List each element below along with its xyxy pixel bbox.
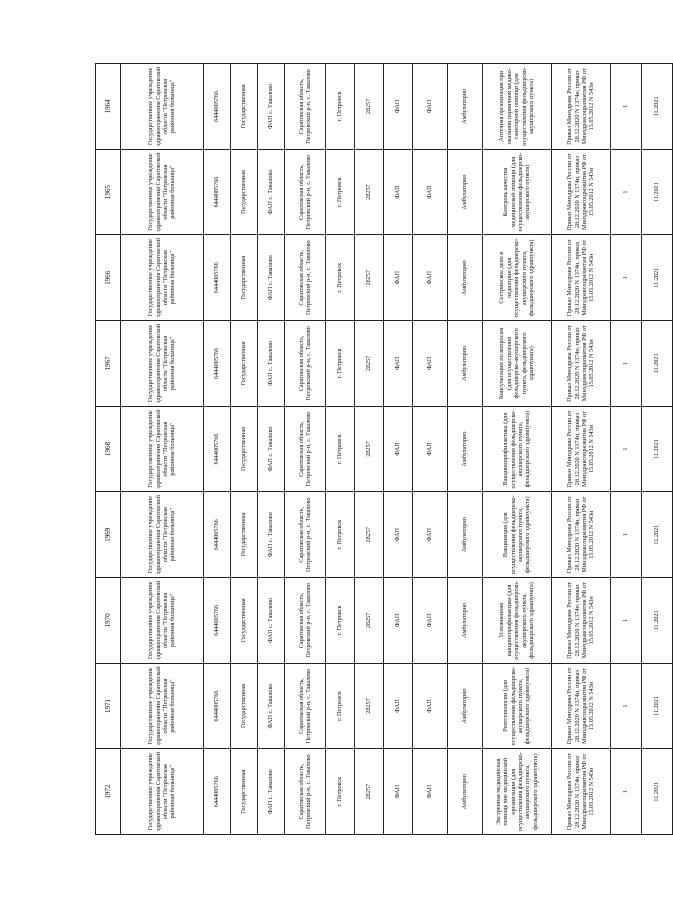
table-cell: Государственная xyxy=(231,578,258,664)
table-cell: 11.2021 xyxy=(642,64,673,150)
table-cell: ФАП xyxy=(384,149,413,235)
table-cell: г. Петровск xyxy=(326,64,355,150)
table-cell: 28257 xyxy=(355,64,384,150)
table-row xyxy=(483,64,552,835)
table-cell: Государственное учреждение здравоохранения Саратовской области "Петровская районная больница" xyxy=(121,149,204,235)
table-cell: г. Петровск xyxy=(326,663,355,749)
table-cell: Саратовская область, Петровский р-н, с. Тавалово xyxy=(285,321,326,407)
table-cell: Амбулаторно xyxy=(448,321,483,407)
table-cell: 6444005766 xyxy=(204,492,231,578)
table-cell: Приказ Минздрава России от 28.12.2020 N 1374н, приказ Минздравсоцразвития РФ от 15.05.2012 N 543н xyxy=(552,663,611,749)
table-cell: Государственное учреждение здравоохранения Саратовской области "Петровская районная больница" xyxy=(121,492,204,578)
table-cell: 28257 xyxy=(355,149,384,235)
table-cell: Саратовская область, Петровский р-н, с. Тавалово xyxy=(285,663,326,749)
table-cell: ФАП xyxy=(413,235,448,321)
table-cell: Саратовская область, Петровский р-н, с. Тавалово xyxy=(285,749,326,835)
table-cell: ФАП с. Тавалово xyxy=(258,64,285,150)
table-cell: г. Петровск xyxy=(326,406,355,492)
table-cell: 11.2021 xyxy=(642,149,673,235)
table-cell: Амбулаторно xyxy=(448,149,483,235)
table-cell: 6444005766 xyxy=(204,749,231,835)
table-cell: 6444005766 xyxy=(204,663,231,749)
table-cell: Приказ Минздрава России от 28.12.2020 N 1374н, приказ Минздравсоцразвития РФ от 15.05.2012 N 543н xyxy=(552,235,611,321)
table-cell: Государственная xyxy=(231,749,258,835)
column-number: 1967 xyxy=(96,321,121,407)
table-cell: Амбулаторно xyxy=(448,663,483,749)
table-row xyxy=(204,64,231,835)
table-cell: Сестринское дело в педиатрии (для осуществления фельдшерско-акушерского пункта, фельдшерского здравпункта) xyxy=(483,235,552,321)
table-cell: ФАП xyxy=(384,321,413,407)
table-cell: 6444005766 xyxy=(204,406,231,492)
table-cell: ФАП с. Тавалово xyxy=(258,321,285,407)
table-cell: ФАП с. Тавалово xyxy=(258,149,285,235)
table-cell: ФАП xyxy=(384,492,413,578)
table-cell: 1 xyxy=(611,64,642,150)
table-cell: 11.2021 xyxy=(642,492,673,578)
table-cell: Государственное учреждение здравоохранения Саратовской области "Петровская районная больница" xyxy=(121,64,204,150)
registry-table xyxy=(95,63,673,835)
table-row xyxy=(448,64,483,835)
table-cell: г. Петровск xyxy=(326,149,355,235)
table-cell: Государственное учреждение здравоохранения Саратовской области "Петровская районная больница" xyxy=(121,321,204,407)
table-cell: ФАП xyxy=(413,406,448,492)
table-cell: 11.2021 xyxy=(642,749,673,835)
table-cell: Государственное учреждение здравоохранения Саратовской области "Петровская районная больница" xyxy=(121,578,204,664)
table-cell: 28257 xyxy=(355,406,384,492)
table-cell: Государственное учреждение здравоохранения Саратовской области "Петровская районная больница" xyxy=(121,406,204,492)
table-cell: Приказ Минздрава России от 28.12.2020 N 1374н, приказ Минздравсоцразвития РФ от 15.05.2012 N 543н xyxy=(552,749,611,835)
table-cell: ФАП с. Тавалово xyxy=(258,492,285,578)
table-cell: Амбулаторно xyxy=(448,492,483,578)
table-cell: 28257 xyxy=(355,578,384,664)
table-cell: Саратовская область, Петровский р-н, с. Тавалово xyxy=(285,406,326,492)
table-row xyxy=(384,64,413,835)
table-cell: Амбулаторно xyxy=(448,749,483,835)
table-cell: ФАП xyxy=(413,321,448,407)
column-number: 1971 xyxy=(96,663,121,749)
table-cell: 6444005766 xyxy=(204,64,231,150)
table-cell: г. Петровск xyxy=(326,578,355,664)
table-cell: Государственное учреждение здравоохранения Саратовской области "Петровская районная больница" xyxy=(121,749,204,835)
column-number: 1972 xyxy=(96,749,121,835)
table-cell: 28257 xyxy=(355,235,384,321)
table-cell: Саратовская область, Петровский р-н, с. Тавалово xyxy=(285,235,326,321)
table-row xyxy=(326,64,355,835)
table-cell: ФАП xyxy=(413,578,448,664)
table-cell: 1 xyxy=(611,749,642,835)
table-cell: 1 xyxy=(611,235,642,321)
table-cell: Приказ Минздрава России от 28.12.2020 N 1374н, приказ Минздравсоцразвития РФ от 15.05.2012 N 543н xyxy=(552,406,611,492)
table-cell: ФАП xyxy=(413,663,448,749)
table-cell: Вакцинация (для осуществления фельдшерско-акушерского пункта, фельдшерского здравпункта) xyxy=(483,492,552,578)
table-cell: 1 xyxy=(611,663,642,749)
table-cell: Государственная xyxy=(231,235,258,321)
table-cell: 28257 xyxy=(355,492,384,578)
column-number: 1969 xyxy=(96,492,121,578)
table-cell: Саратовская область, Петровский р-н, с. Тавалово xyxy=(285,492,326,578)
table-row xyxy=(231,64,258,835)
table-cell: ФАП xyxy=(413,492,448,578)
table-cell: Приказ Минздрава России от 28.12.2020 N 1374н, приказ Минздравсоцразвития РФ от 15.05.2012 N 543н xyxy=(552,321,611,407)
table-cell: Консультации по вопросам (для осуществления фельдшерско-акушерского пункта, фельдшерского здравпункта) xyxy=(483,321,552,407)
table-cell: 1 xyxy=(611,492,642,578)
table-row xyxy=(642,64,673,835)
table-cell: Государственная xyxy=(231,406,258,492)
table-cell: ФАП xyxy=(384,749,413,835)
table-cell: г. Петровск xyxy=(326,235,355,321)
table-cell: Саратовская область, Петровский р-н, с. Тавалово xyxy=(285,149,326,235)
table-cell: ФАП с. Тавалово xyxy=(258,663,285,749)
table-cell: ФАП xyxy=(384,406,413,492)
table-row xyxy=(121,64,204,835)
table-cell: 1 xyxy=(611,578,642,664)
table-cell: 6444005766 xyxy=(204,578,231,664)
table-cell: Аптечная организация при оказании первичной медико-санитарной помощи (для осуществления фельдшерско-акушерского пункта) xyxy=(483,64,552,150)
table-cell: 28257 xyxy=(355,749,384,835)
table-cell: 11.2021 xyxy=(642,578,673,664)
table-row xyxy=(355,64,384,835)
header-row xyxy=(96,64,121,835)
table-cell: Амбулаторно xyxy=(448,406,483,492)
table-cell: 11.2021 xyxy=(642,663,673,749)
table-cell: ФАП с. Тавалово xyxy=(258,235,285,321)
table-cell: Государственная xyxy=(231,663,258,749)
column-number: 1964 xyxy=(96,64,121,150)
table-row xyxy=(258,64,285,835)
column-number: 1965 xyxy=(96,149,121,235)
table-cell: 6444005766 xyxy=(204,321,231,407)
table-cell: г. Петровск xyxy=(326,321,355,407)
table-cell: Приказ Минздрава России от 28.12.2020 N 1374н, приказ Минздравсоцразвития РФ от 15.05.2012 N 543н xyxy=(552,64,611,150)
table-cell: 11.2021 xyxy=(642,406,673,492)
table-cell: ФАП с. Тавалово xyxy=(258,578,285,664)
table-cell: 11.2021 xyxy=(642,235,673,321)
table-cell: 1 xyxy=(611,321,642,407)
table-cell: ФАП xyxy=(384,578,413,664)
table-cell: 28257 xyxy=(355,321,384,407)
table-cell: ФАП xyxy=(413,149,448,235)
table-cell: Приказ Минздрава России от 28.12.2020 N 1374н, приказ Минздравсоцразвития РФ от 15.05.2012 N 543н xyxy=(552,149,611,235)
table-row xyxy=(285,64,326,835)
table-cell: 1 xyxy=(611,149,642,235)
table-cell: г. Петровск xyxy=(326,492,355,578)
table-cell: Государственная xyxy=(231,149,258,235)
table-cell: Усложненная вакцинопрофилактика (для осуществления фельдшерско-акушерского пункта, фельдшерского здравпункта) xyxy=(483,578,552,664)
table-cell: Саратовская область, Петровский р-н, с. Тавалово xyxy=(285,578,326,664)
table-cell: г. Петровск xyxy=(326,749,355,835)
table-cell: ФАП xyxy=(413,64,448,150)
table-cell: Амбулаторно xyxy=(448,64,483,150)
table-cell: Государственное учреждение здравоохранения Саратовской области "Петровская районная больница" xyxy=(121,235,204,321)
table-cell: ФАП xyxy=(384,235,413,321)
table-cell: Экстренная медицинская помощь вне медицинской организации (для осуществления фельдшерско-акушерского пункта, фельдшерского здравпункта) xyxy=(483,749,552,835)
table-cell: Вакцинопрофилактика (для осуществления фельдшерско-акушерского пункта, фельдшерского здравпункта) xyxy=(483,406,552,492)
table-cell: ФАП xyxy=(413,749,448,835)
table-cell: 1 xyxy=(611,406,642,492)
table-cell: 6444005766 xyxy=(204,149,231,235)
table-row xyxy=(611,64,642,835)
table-cell: Амбулаторно xyxy=(448,578,483,664)
table-cell: ФАП xyxy=(384,64,413,150)
column-number: 1966 xyxy=(96,235,121,321)
table-cell: Саратовская область, Петровский р-н, с. Тавалово xyxy=(285,64,326,150)
table-cell: ФАП xyxy=(384,663,413,749)
table-cell: Приказ Минздрава России от 28.12.2020 N 1374н, приказ Минздравсоцразвития РФ от 15.05.2012 N 543н xyxy=(552,492,611,578)
table-cell: Рентгенологии (для осуществления фельдшерско-акушерского пункта, фельдшерского здравпункта) xyxy=(483,663,552,749)
table-cell: Государственное учреждение здравоохранения Саратовской области "Петровская районная больница" xyxy=(121,663,204,749)
table-cell: Государственная xyxy=(231,321,258,407)
table-cell: 6444005766 xyxy=(204,235,231,321)
table-cell: ФАП с. Тавалово xyxy=(258,749,285,835)
table-cell: 28257 xyxy=(355,663,384,749)
table-cell: Государственная xyxy=(231,492,258,578)
table-row xyxy=(552,64,611,835)
column-number: 1970 xyxy=(96,578,121,664)
table-row xyxy=(413,64,448,835)
table-cell: Государственная xyxy=(231,64,258,150)
table-cell: Приказ Минздрава России от 28.12.2020 N 1374н, приказ Минздравсоцразвития РФ от 15.05.2012 N 543н xyxy=(552,578,611,664)
table-cell: ФАП с. Тавалово xyxy=(258,406,285,492)
table-cell: Контроль качества медицинской помощи (для осуществления фельдшерско-акушерского пункта) xyxy=(483,149,552,235)
table-cell: 11.2021 xyxy=(642,321,673,407)
table-cell: Амбулаторно xyxy=(448,235,483,321)
column-number: 1968 xyxy=(96,406,121,492)
rotated-table-container xyxy=(95,63,661,835)
